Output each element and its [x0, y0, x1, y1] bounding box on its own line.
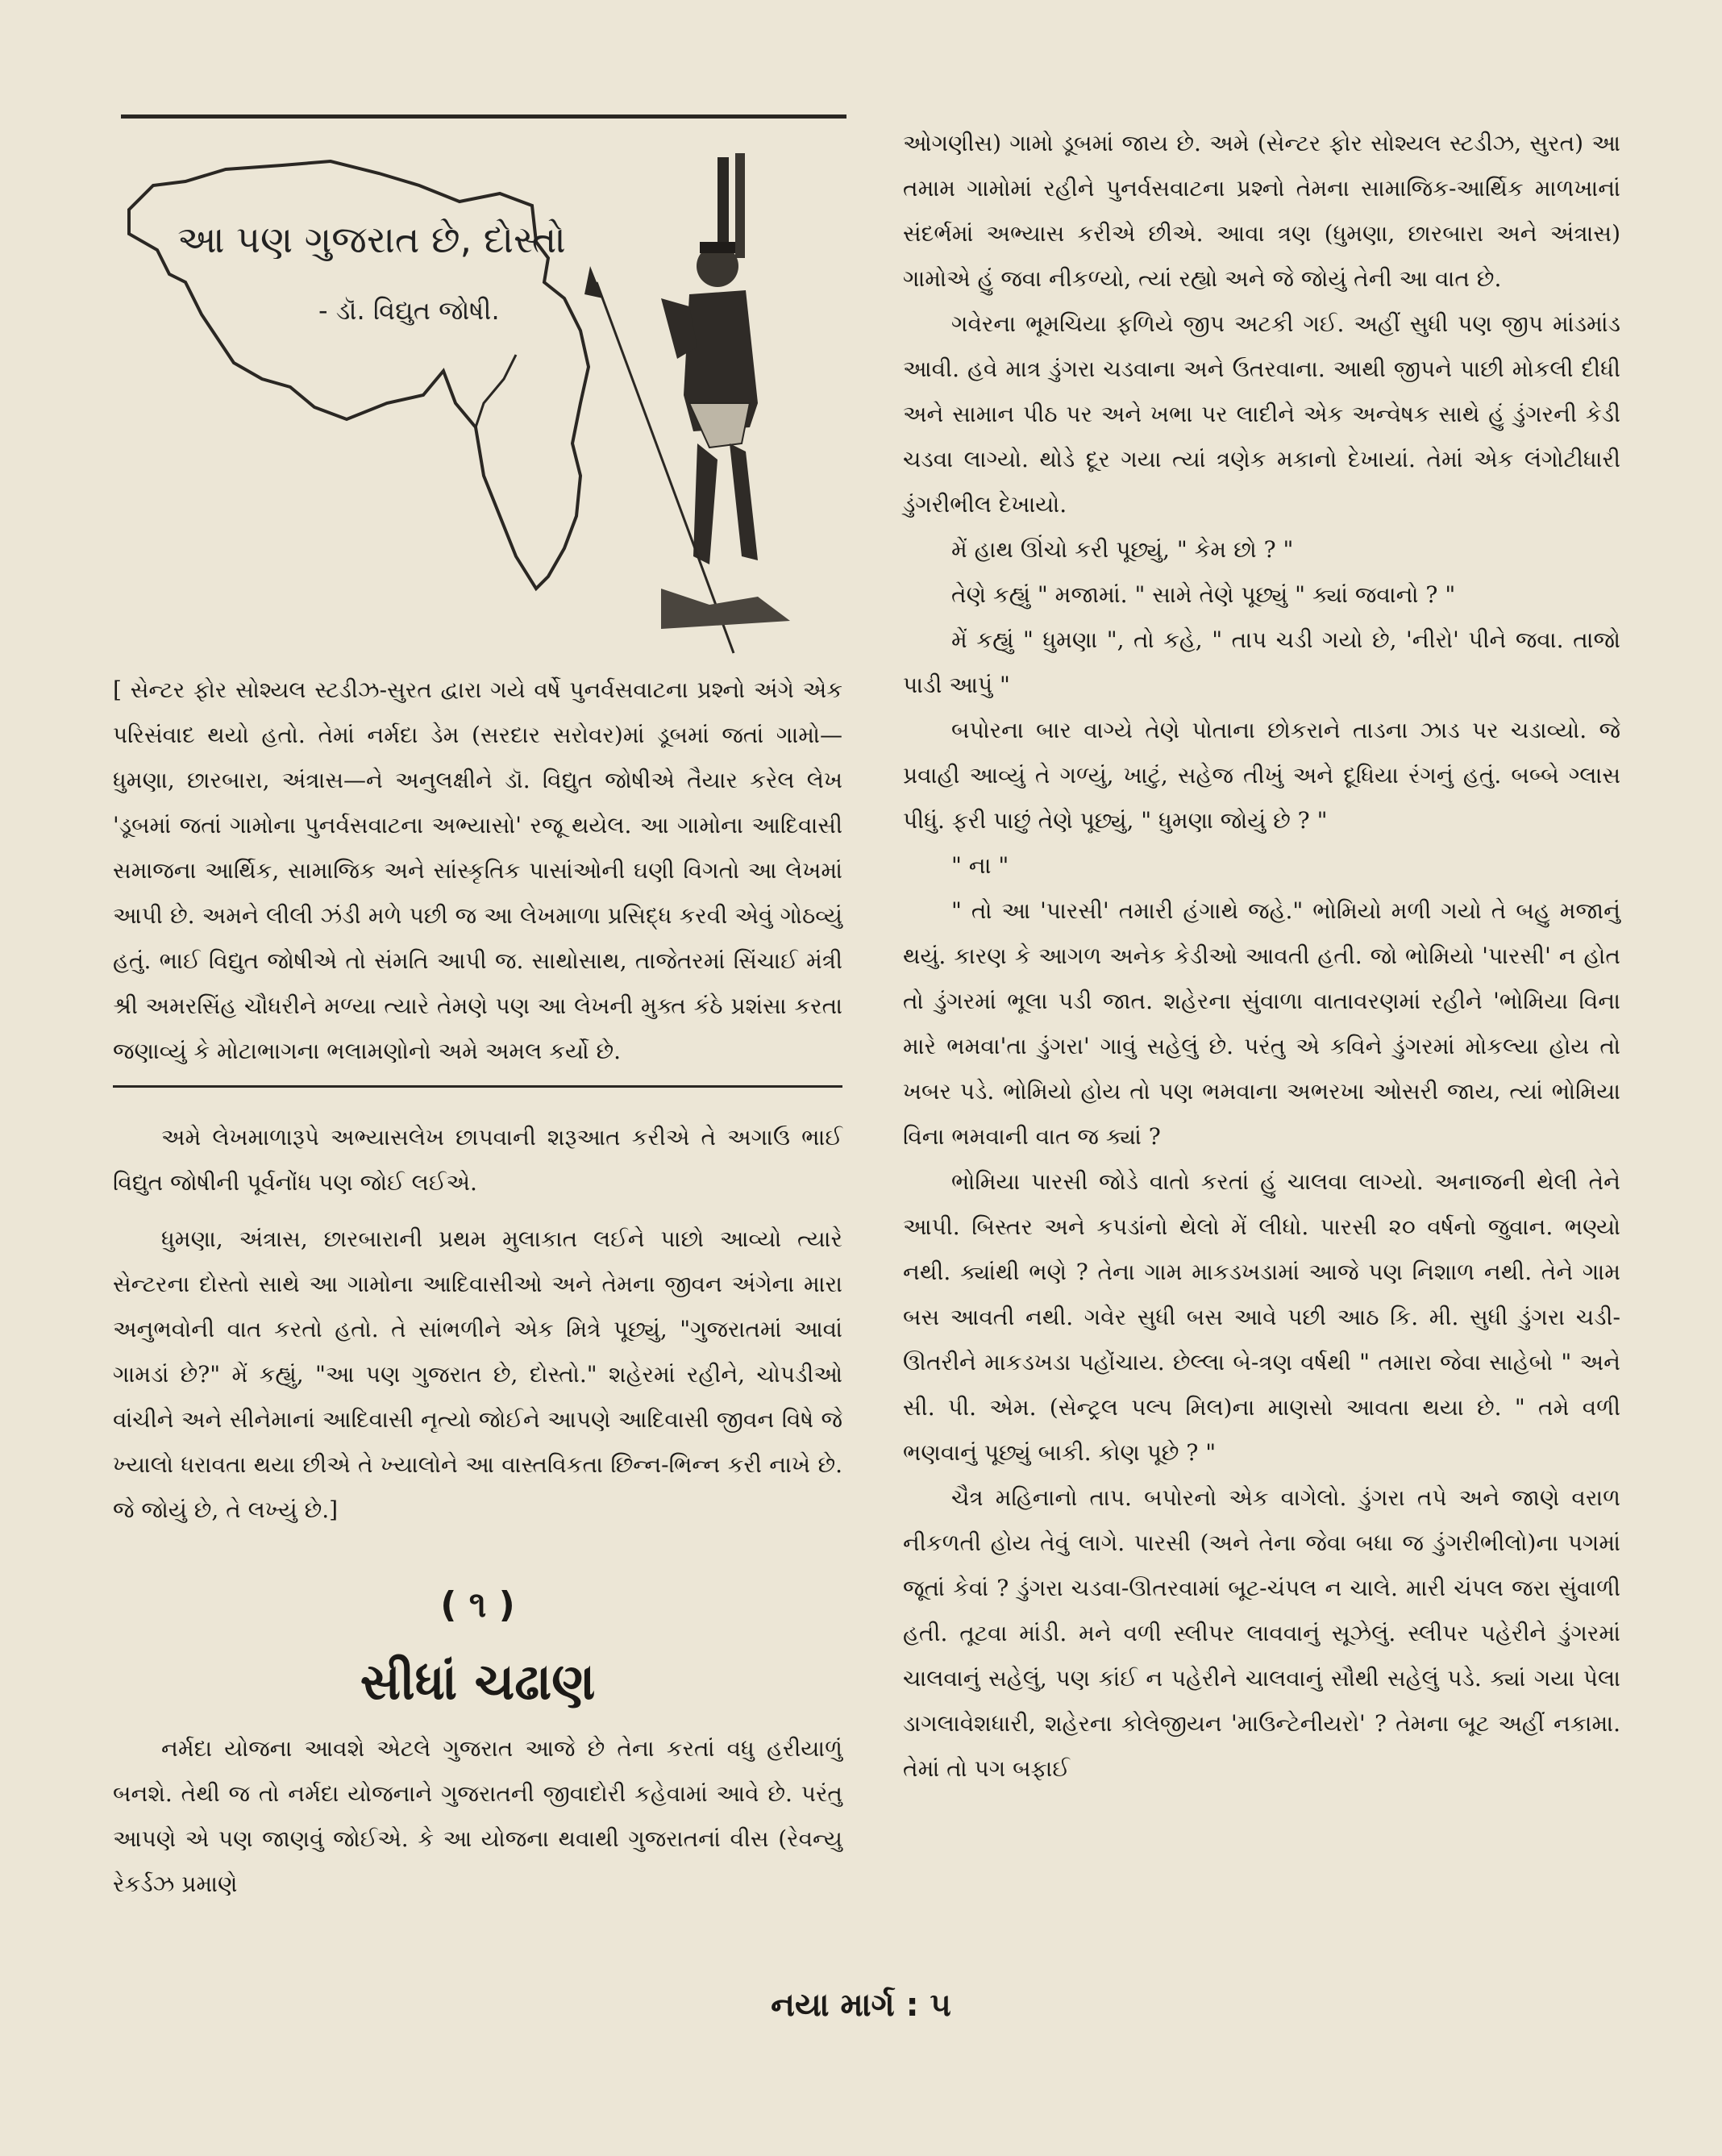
map-author: - ડૉ. વિદ્યુત જોષી. [318, 295, 500, 326]
map-title: આ પણ ગુજરાત છે, દોસ્તો [177, 218, 566, 261]
body-paragraph: ભોમિયા પારસી જોડે વાતો કરતાં હું ચાલવા લાગ્યો. અનાજની થેલી તેને આપી. બિસ્તર અને કપડાંનો થેલો મેં લીધો. પારસી ૨૦ વર્ષનો જુવાન. ભણ્યો નથી. ક્યાંથી ભણે ? તેના ગામ માકડખડામાં આજે પણ નિશાળ નથી. તેને ગામ બસ આવતી નથી. ગવેર સુધી બસ આવે પછી આઠ કિ. મી. સુધી ડુંગરા ચડી-ઊતરીને માકડખડા પહોંચાય. છેલ્લા બે-ત્રણ વર્ષથી " તમારા જેવા સાહેબો " અને સી. પી. એમ. (સેન્ટ્રલ પલ્પ મિલ)ના માણસો આવતા થયા છે. " તમે વળી ભણવાનું પૂછ્યું બાકી. કોણ પૂછે ? " [903, 1168, 1620, 1466]
section-title: સીધાં ચઢાણ [360, 1652, 596, 1711]
dialog-line: " ના " [951, 852, 1009, 879]
dialog-line: મેં હાથ ઊંચો કરી પૂછ્યું, " કેમ છો ? " [951, 536, 1294, 563]
body-paragraph: " તો આ 'પારસી' તમારી હંગાથે જહે." ભોમિયો મળી ગયો તે બહુ મજાનું થયું. કારણ કે આગળ અનેક કેડીઓ આવતી હતી. જો ભોમિયો 'પારસી' ન હોત તો ડુંગરમાં ભૂલા પડી જાત. શહેરના સુંવાળા વાતાવરણમાં રહીને 'ભોમિયા વિના મારે ભમવા'તા ડુંગરા' ગાવું સહેલું છે. પરંતુ એ કવિને ડુંગરમાં મોકલ્યા હોય તો ખબર પડે. ભોમિયો હોય તો પણ ભમવાના અભરખા ઓસરી જાય, ત્યાં ભોમિયા વિના ભમવાની વાત જ ક્યાં ? [903, 897, 1620, 1150]
dialog-line: તેણે કહ્યું " મજામાં. " સામે તેણે પૂછ્યું " ક્યાં જવાનો ? " [951, 581, 1456, 608]
section-paragraph: નર્મદા યોજના આવશે એટલે ગુજરાત આજે છે તેના કરતાં વધુ હરીયાળું બનશે. તેથી જ તો નર્મદા યોજનાને ગુજરાતની જીવાદોરી કહેવામાં આવે છે. પરંતુ આપણે એ પણ જાણવું જોઈએ. કે આ યોજના થવાથી ગુજરાતનાં વીસ (રેવન્યુ રેકર્ડઝ પ્રમાણે [113, 1735, 842, 1897]
gulf-of-khambhat-line [476, 355, 516, 427]
preface-paragraph: ધુમણા, અંત્રાસ, છારબારાની પ્રથમ મુલાકાત લઈને પાછો આવ્યો ત્યારે સેન્ટરના દોસ્તો સાથે આ ગામોના આદિવાસીઓ અને તેમના જીવન અંગેના મારા અનુભવોની વાત કરતો હતો. તે સાંભળીને એક મિત્રે પૂછ્યું, "ગુજરાતમાં આવાં ગામડાં છે?" મેં કહ્યું, "આ પણ ગુજરાત છે, દોસ્તો." શહેરમાં રહીને, ચોપડીઓ વાંચીને અને સીનેમાનાં આદિવાસી નૃત્યો જોઈને આપણે આદિવાસી જીવન વિષે જે ખ્યાલો ધરાવતા થયા છીએ તે ખ્યાલોને આ વાસ્તવિકતા છિન્ન-ભિન્ન કરી નાખે છે. જે જોયું છે, તે લખ્યું છે.] [113, 1226, 842, 1523]
dialog-line: મેં કહ્યું " ધુમણા ", તો કહે, " તાપ ચડી ગયો છે, 'નીરો' પીને જવા. તાજો પાડી આપું " [903, 626, 1620, 698]
body-paragraph: ગવેરના ભૂમચિયા ફળિયે જીપ અટકી ગઈ. અહીં સુધી પણ જીપ માંડમાંડ આવી. હવે માત્ર ડુંગરા ચડવાના અને ઉતરવાના. આથી જીપને પાછી મોકલી દીધી અને સામાન પીઠ પર અને ખભા પર લાદીને એક અન્વેષક સાથે હું ડુંગરની કેડી ચડવા લાગ્યો. થોડે દૂર ગયા ત્યાં ત્રણેક મકાનો દેખાયાં. તેમાં એક લંગોટીધારી ડુંગરીભીલ દેખાયો. [903, 310, 1620, 518]
editor-note [113, 668, 842, 1088]
right-column [903, 121, 1620, 1792]
tribal-man-illustration [584, 153, 790, 653]
section-number: ( ૧ ) [440, 1584, 515, 1625]
body-paragraph: બપોરના બાર વાગ્યે તેણે પોતાના છોકરાને તાડના ઝાડ પર ચડાવ્યો. જે પ્રવાહી આવ્યું તે ગળ્યું, ખાટું, સહેજ તીખું અને દૂધિયા રંગનું હતું. બબ્બે ગ્લાસ પીધું. ફરી પાછું તેણે પૂછ્યું, " ધુમણા જોયું છે ? " [903, 717, 1620, 834]
left-column [113, 668, 842, 1907]
preface-paragraph: અમે લેખમાળારૂપે અભ્યાસલેખ છાપવાની શરૂઆત કરીએ તે અગાઉ ભાઈ વિદ્યુત જોષીની પૂર્વનોંધ પણ જોઈ લઈએ. [113, 1124, 842, 1196]
editor-note-text: [ સેન્ટર ફોર સોશ્યલ સ્ટડીઝ-સુરત દ્વારા ગયે વર્ષે પુનર્વસવાટના પ્રશ્નો અંગે એક પરિસંવાદ થયો હતો. તેમાં નર્મદા ડેમ (સરદાર સરોવર)માં ડૂબમાં જતાં ગામો—ધુમણા, છારબારા, અંત્રાસ—ને અનુલક્ષીને ડૉ. વિદ્યુત જોષીએ તૈયાર કરેલ લેખ 'ડૂબમાં જતાં ગામોના પુનર્વસવાટના અભ્યાસો' રજૂ થયેલ. આ ગામોના આદિવાસી સમાજના આર્થિક, સામાજિક અને સાંસ્કૃતિક પાસાંઓની ઘણી વિગતો આ લેખમાં આપી છે. અમને લીલી ઝંડી મળે પછી જ આ લેખમાળા પ્રસિદ્ધ કરવી એવું ગોઠવ્યું હતું. ભાઈ વિદ્યુત જોષીએ તો સંમતિ આપી જ. સાથોસાથ, તાજેતરમાં સિંચાઈ મંત્રી શ્રી અમરસિંહ ચૌધરીને મળ્યા ત્યારે તેમણે પણ આ લેખની મુક્ત કંઠે પ્રશંસા કરતા જણાવ્યું કે મોટાભાગના ભલામણોનો અમે અમલ કર્યો છે. [113, 676, 842, 1064]
top-rule [121, 114, 846, 119]
gujarat-map-figure [97, 137, 846, 661]
body-paragraph: ચૈત્ર મહિનાનો તાપ. બપોરનો એક વાગેલો. ડુંગરા તપે અને જાણે વરાળ નીકળતી હોય તેવું લાગે. પારસી (અને તેના જેવા બધા જ ડુંગરીભીલો)ના પગમાં જૂતાં કેવાં ? ડુંગરા ચડવા-ઊતરવામાં બૂટ-ચંપલ ન ચાલે. મારી ચંપલ જરા સુંવાળી હતી. તૂટવા માંડી. મને વળી સ્લીપર લાવવાનું સૂઝેલું. સ્લીપર પહેરીને ડુંગરમાં ચાલવાનું સહેલું, પણ કાંઈ ન પહેરીને ચાલવાનું સૌથી સહેલું પડે. ક્યાં ગયા પેલા ડાગલાવેશધારી, શહેરના કોલેજીયન 'માઉન્ટેનીયરો' ? તેમના બૂટ અહીં નકામા. તેમાં તો પગ બફાઈ [903, 1484, 1620, 1782]
page-footer: નયા માર્ગ : ૫ [771, 1987, 951, 2024]
map-illustration [97, 137, 846, 661]
body-paragraph: ઓગણીસ) ગામો ડૂબમાં જાય છે. અમે (સેન્ટર ફોર સોશ્યલ સ્ટડીઝ, સુરત) આ તમામ ગામોમાં રહીને પુનર્વસવાટના પ્રશ્નો તેમના સામાજિક-આર્થિક માળખાનાં સંદર્ભમાં અભ્યાસ કરીએ છીએ. આવા ત્રણ (ધુમણા, છારબારા અને અંત્રાસ) ગામોએ હું જવા નીકળ્યો, ત્યાં રહ્યો અને જે જોયું તેની આ વાત છે. [903, 130, 1620, 292]
